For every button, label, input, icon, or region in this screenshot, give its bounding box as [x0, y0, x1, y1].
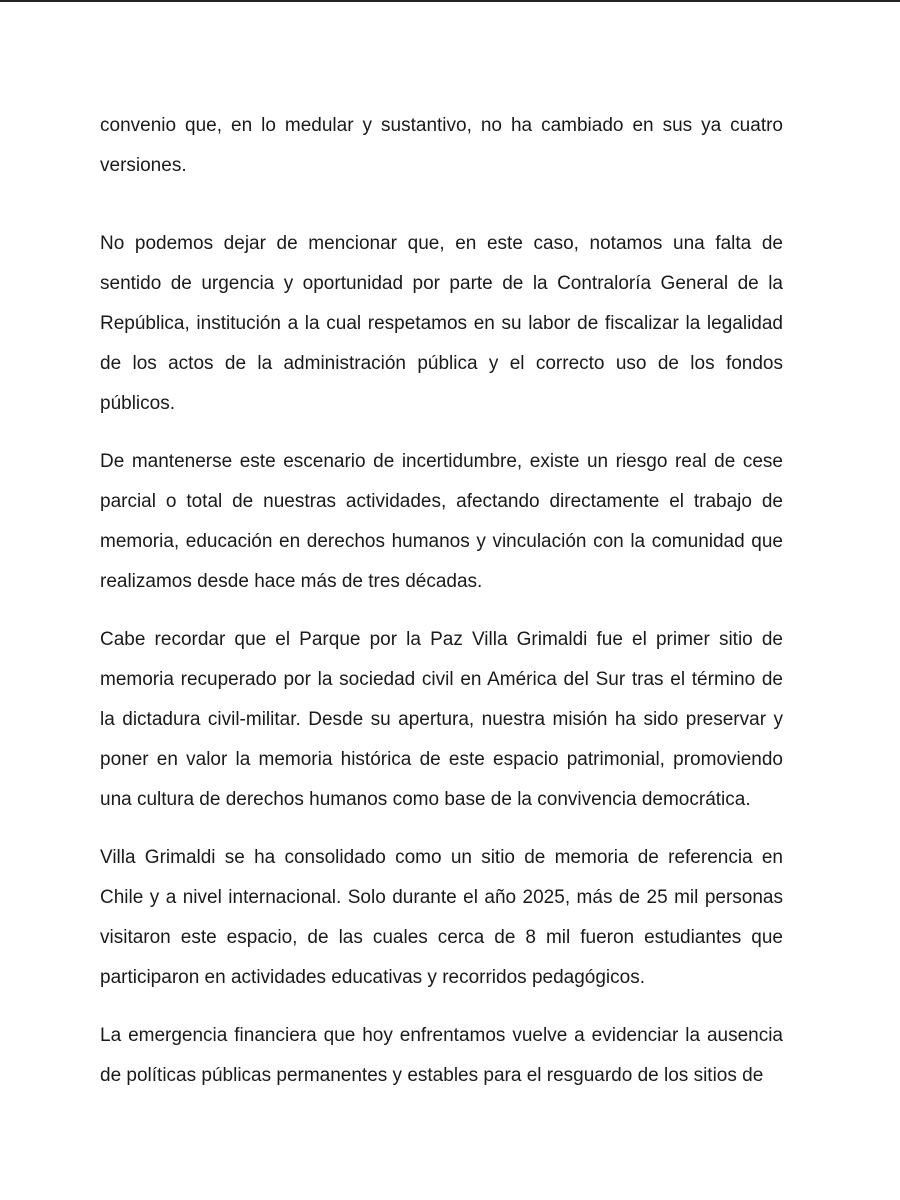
paragraph-contraloria: No podemos dejar de mencionar que, en este caso, notamos una falta de sentido de urgencia y oportunidad por parte de la Contraloría General de la República, institución a la cual respetamos en su labor de fiscalizar la legalidad de los actos de la administración pública y el correcto uso de los fondos públicos. — [100, 233, 783, 414]
document-body — [100, 106, 783, 1096]
paragraph-incertidumbre: De mantenerse este escenario de incertidumbre, existe un riesgo real de cese parcial o total de nuestras actividades, afectando directamente el trabajo de memoria, educación en derechos humanos y vinculación con la comunidad que realizamos desde hace más de tres décadas. — [100, 451, 783, 592]
paragraph-convenio: convenio que, en lo medular y sustantivo, no ha cambiado en sus ya cuatro versiones. — [100, 115, 783, 176]
paragraph-financial-emergency: La emergencia financiera que hoy enfrentamos vuelve a evidenciar la ausencia de políticas públicas permanentes y estables para el resguardo de los sitios de — [100, 1025, 783, 1086]
page-top-border — [0, 0, 900, 2]
paragraph-villa-grimaldi-history: Cabe recordar que el Parque por la Paz Villa Grimaldi fue el primer sitio de memoria recuperado por la sociedad civil en América del Sur tras el término de la dictadura civil-militar. Desde su apertura, nuestra misión ha sido preservar y poner en valor la memoria histórica de este espacio patrimonial, promoviendo una cultura de derechos humanos como base de la convivencia democrática. — [100, 629, 783, 810]
paragraph-visitors: Villa Grimaldi se ha consolidado como un sitio de memoria de referencia en Chile y a nivel internacional. Solo durante el año 2025, más de 25 mil personas visitaron este espacio, de las cuales cerca de 8 mil fueron estudiantes que participaron en actividades educativas y recorridos pedagógicos. — [100, 847, 783, 988]
